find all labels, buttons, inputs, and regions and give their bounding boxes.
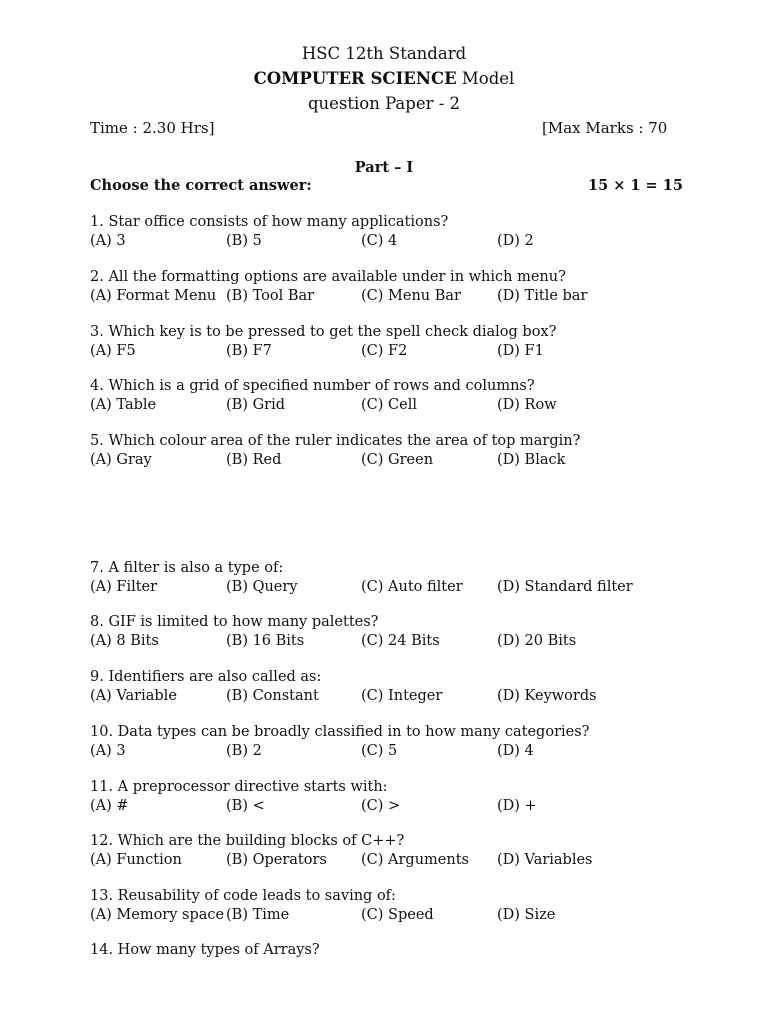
paper-title-standard: HSC 12th Standard [301, 44, 467, 63]
paper-title-number: question Paper - 2 [307, 94, 461, 113]
option-c: (C) Speed [361, 907, 434, 923]
option-d: (D) Row [497, 397, 557, 413]
option-c: (C) > [361, 798, 401, 814]
option-row [90, 232, 710, 251]
option-row [90, 906, 710, 925]
question-item [90, 613, 710, 651]
option-d: (D) + [497, 798, 537, 814]
option-row [90, 396, 710, 415]
option-d: (D) 4 [497, 743, 534, 759]
option-b: (B) F7 [226, 343, 272, 359]
question-item [90, 723, 710, 761]
option-a: (A) Variable [90, 688, 177, 704]
question-item [90, 377, 710, 415]
option-row [90, 797, 710, 816]
section-instruction: Choose the correct answer: [90, 177, 312, 194]
option-d: (D) Keywords [497, 688, 597, 704]
option-a: (A) Filter [90, 579, 158, 595]
question-item [90, 778, 710, 816]
option-d: (D) Size [497, 907, 556, 923]
option-a: (A) Function [90, 852, 182, 868]
option-c: (C) 5 [361, 743, 398, 759]
time-allowed: Time : 2.30 Hrs] [90, 119, 215, 137]
option-a: (A) Format Menu [90, 288, 217, 304]
option-row [90, 632, 710, 651]
option-d: (D) Title bar [497, 288, 588, 304]
option-d: (D) Variables [497, 852, 593, 868]
option-b: (B) Tool Bar [226, 288, 315, 304]
question-item [90, 887, 710, 925]
option-c: (C) F2 [361, 343, 408, 359]
question-text: 9. Identifiers are also called as: [90, 669, 322, 685]
question-text: 3. Which key is to be pressed to get the spell check dialog box? [90, 324, 557, 340]
option-b: (B) Query [226, 579, 298, 595]
option-row [90, 451, 710, 470]
option-b: (B) Constant [226, 688, 319, 704]
option-b: (B) Time [226, 907, 290, 923]
question-item [90, 432, 710, 470]
question-text: 12. Which are the building blocks of C++? [90, 833, 405, 849]
option-a: (A) 3 [90, 743, 126, 759]
question-text: 11. A preprocessor directive starts with: [90, 779, 388, 795]
question-text: 5. Which colour area of the ruler indicates the area of top margin? [90, 433, 581, 449]
option-b: (B) Operators [226, 852, 327, 868]
question-item [90, 213, 710, 251]
option-a: (A) 3 [90, 233, 126, 249]
option-d: (D) F1 [497, 343, 544, 359]
option-a: (A) # [90, 798, 129, 814]
option-c: (C) 24 Bits [361, 633, 440, 649]
option-c: (C) Green [361, 452, 434, 468]
question-item [90, 268, 710, 306]
question-text: 14. How many types of Arrays? [90, 942, 320, 958]
question-item [90, 559, 710, 597]
question-text: 7. A filter is also a type of: [90, 560, 284, 576]
option-row [90, 742, 710, 761]
question-text: 8. GIF is limited to how many palettes? [90, 614, 379, 630]
option-row [90, 851, 710, 870]
part-heading: Part – I [354, 159, 414, 176]
option-d: (D) 2 [497, 233, 534, 249]
option-row [90, 342, 710, 361]
option-a: (A) 8 Bits [90, 633, 159, 649]
option-b: (B) < [226, 798, 265, 814]
option-d: (D) Black [497, 452, 566, 468]
option-d: (D) 20 Bits [497, 633, 577, 649]
option-row [90, 687, 710, 706]
option-a: (A) Table [90, 397, 157, 413]
option-row [90, 287, 710, 306]
option-c: (C) Arguments [361, 852, 469, 868]
option-c: (C) Cell [361, 397, 417, 413]
option-a: (A) Memory space [90, 907, 225, 923]
option-c: (C) Menu Bar [361, 288, 461, 304]
question-item [90, 832, 710, 870]
option-a: (A) F5 [90, 343, 136, 359]
question-item [90, 668, 710, 706]
model-label: Model [461, 69, 515, 88]
option-d: (D) Standard filter [497, 579, 633, 595]
question-text: 13. Reusability of code leads to saving of: [90, 888, 396, 904]
option-b: (B) 5 [226, 233, 262, 249]
option-b: (B) Grid [226, 397, 286, 413]
question-text: 4. Which is a grid of specified number of rows and columns? [90, 378, 535, 394]
option-b: (B) 16 Bits [226, 633, 305, 649]
option-c: (C) Auto filter [361, 579, 463, 595]
paper-title-subject [0, 68, 768, 90]
question-item [90, 941, 710, 960]
question-text: 1. Star office consists of how many applications? [90, 214, 449, 230]
subject-name: COMPUTER SCIENCE [253, 69, 457, 88]
question-text: 2. All the formatting options are available under in which menu? [90, 269, 566, 285]
question-item [90, 323, 710, 361]
option-row [90, 578, 710, 597]
option-c: (C) Integer [361, 688, 443, 704]
option-b: (B) 2 [226, 743, 262, 759]
option-a: (A) Gray [90, 452, 152, 468]
option-b: (B) Red [226, 452, 282, 468]
question-text: 10. Data types can be broadly classified in to how many categories? [90, 724, 590, 740]
option-c: (C) 4 [361, 233, 398, 249]
section-marks: 15 × 1 = 15 [588, 177, 683, 194]
max-marks: [Max Marks : 70 [542, 119, 668, 137]
